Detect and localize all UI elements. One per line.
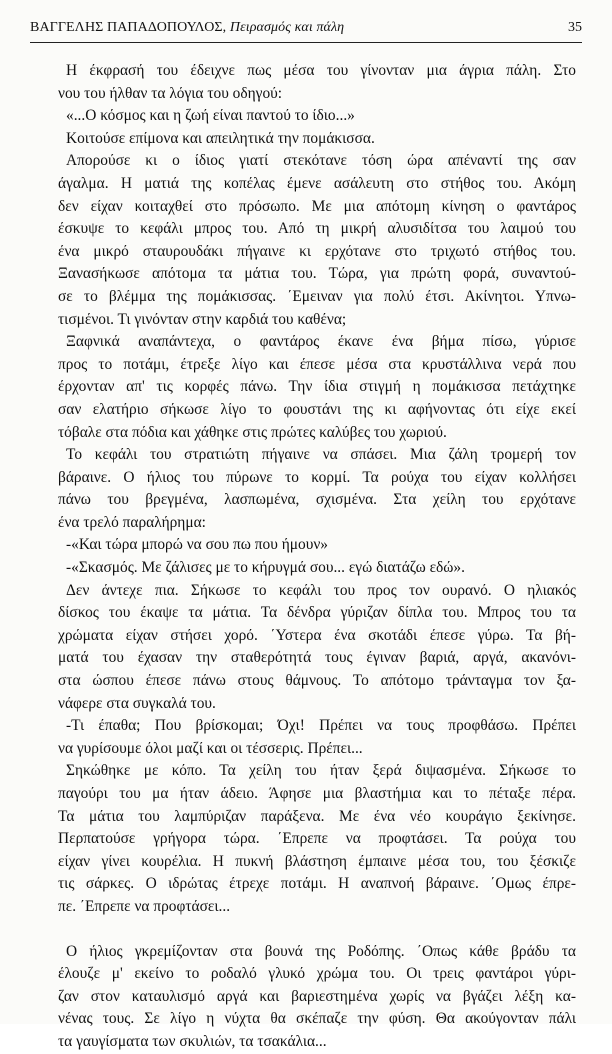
text-line: στα ώσπου έπεσε πάνω στους θάμνους. Το απότομο τράνταγμα τον ξα-	[58, 672, 576, 690]
text-line: Ο ήλιος γκρεμίζονταν στα βουνά της Ροδόπης. ΄Οπως κάθε βράδυ τα	[66, 942, 576, 960]
text-line: -Τι έπαθα; Που βρίσκομαι; Όχι! Πρέπει να τους προφθάσω. Πρέπει	[66, 717, 576, 735]
paragraph	[58, 331, 576, 444]
text-line: Σηκώθηκε με κόπο. Τα χείλη του ήταν ξερά διψασμένα. Σήκωσε το	[66, 762, 576, 780]
text-line: προς το ποτάμι, έτρεξε λίγο και έπεσε μέσα στα κρυστάλλινα νερά που	[58, 355, 576, 373]
body-text	[58, 60, 576, 1054]
text-line: νου του ήλθαν τα λόγια του οδηγού:	[58, 84, 283, 102]
text-line: -«Σκασμός. Με ζάλισες με το κήρυγμά σου... εγώ διατάζω εδώ».	[66, 559, 465, 577]
page-number: 35	[568, 20, 582, 35]
text-line: Περπατούσε γρήγορα τώρα. ΄Επρεπε να προφτάσει. Τα ρούχα του	[58, 830, 576, 848]
text-line: δίσκος του έκαψε τα μάτια. Τα δένδρα γύριζαν δίπλα του. Μπρος του τα	[58, 604, 576, 622]
text-line: νάφερε στα συγκαλά του.	[58, 694, 216, 712]
paragraph	[58, 760, 576, 918]
text-line: είχαν γίνει κουρέλια. Η πυκνή βλάστηση έμπαινε μέσα του, του ξέσκιζε	[58, 852, 576, 870]
paragraph	[58, 128, 576, 151]
paragraph	[58, 941, 576, 1054]
paragraph	[58, 557, 576, 580]
text-line: Ξανασήκωσε απότομα τα μάτια του. Τώρα, για πρώτη φορά, συναντού-	[58, 265, 576, 283]
text-line: ματά του έχασαν την σταθερότητά τους έγιναν βαριά, αργά, ακανόνι-	[58, 649, 576, 667]
text-line: τα γαυγίσματα των σκυλιών, τα τσακάλια...	[58, 1032, 327, 1050]
header-author-title	[30, 20, 344, 36]
text-line: νένας τους. Σε λίγο η νύχτα θα σκέπαζε την φύση. Θα ακούγονταν πάλι	[58, 1010, 576, 1028]
text-line: παγούρι του μα ήταν άδειο. Άφησε μια βλαστήμια και το πέταξε πέρα.	[58, 785, 576, 802]
paragraph	[58, 150, 576, 331]
text-line: πε. ΄Επρεπε να προφτάσει...	[58, 897, 231, 915]
text-line: -«Και τώρα μπορώ να σου πω που ήμουν»	[66, 536, 328, 554]
author-name: ΒΑΓΓΕΛΗΣ ΠΑΠΑΔΟΠΟΥΛΟΣ,	[30, 20, 227, 35]
text-line: Δεν άντεχε πια. Σήκωσε το κεφάλι του προς τον ουρανό. Ο ηλιακός	[66, 581, 576, 599]
text-line: σε το βλέμμα της πομάκισσας. ΄Εμειναν για πολύ έτσι. Ακίνητοι. Υπνω-	[58, 287, 576, 305]
paragraph	[58, 60, 576, 105]
text-line: έσκυψε το κεφάλι μπρος του. Από τη μικρή αλυσιδίτσα του λαιμού του	[58, 220, 576, 238]
text-line: τις σάρκες. Ο ιδρώτας έτρεχε ποτάμι. Η αναπνοή βάραινε. ΄Ομως έπρε-	[58, 875, 576, 893]
paragraph	[58, 715, 576, 760]
text-line: Τα μάτια του λαμπύριζαν παράξενα. Με ένα νέο κουράγιο ξεκίνησε.	[58, 807, 576, 825]
text-line: ένα τρελό παραλήρημα:	[58, 513, 206, 531]
running-header	[30, 16, 582, 43]
text-line: Η έκφρασή του έδειχνε πως μέσα του γίνονταν μια άγρια πάλη. Στο	[66, 62, 576, 79]
text-line: ένα μικρό σταυρουδάκι πήγαινε κι ερχότανε στο τριχωτό στήθος του.	[58, 242, 576, 260]
paragraph	[58, 444, 576, 534]
text-line: ζαν στον καταυλισμό αργά και βαριεστημένα χωρίς να βγάζει λέξη κα-	[58, 987, 576, 1005]
text-line: έλουζε μ' εκείνο το ροδαλό γλυκό χρώμα του. Οι τρεις φαντάροι γύρι-	[58, 965, 576, 983]
text-line: Κοιτούσε επίμονα και απειλητικά την πομάκισσα.	[66, 129, 375, 147]
text-line: δεν είχαν κοιταχθεί στο πρόσωπο. Με μια απότομη κίνηση ο φαντάρος	[58, 197, 576, 215]
text-line: Ξαφνικά αναπάντεχα, ο φαντάρος έκανε ένα βήμα πίσω, γύρισε	[66, 333, 576, 351]
paragraph	[58, 534, 576, 557]
paragraph	[58, 580, 576, 716]
text-line: τόβαλε στα πόδια και χάθηκε στις πρώτες καλύβες του χωριού.	[58, 423, 447, 441]
text-line: σαν ελατήριο σήκωσε λίγο το φουστάνι της κι αφήνοντας ότι είχε εκεί	[58, 400, 576, 418]
text-line: βάραινε. Ο ήλιος του πύρωνε το κορμί. Τα ρούχα του είχαν κολλήσει	[58, 468, 576, 486]
text-line: έρχονταν απ' τις κορφές πάνω. Την ίδια στιγμή η πομάκισσα πετάχτηκε	[58, 378, 576, 396]
text-line: τισμένοι. Τι γινόνταν στην καρδιά του καθένα;	[58, 310, 347, 328]
text-line: πάνω του βρεγμένα, λασπωμένα, σχισμένα. Στα χείλη του ερχότανε	[58, 491, 576, 509]
text-line: Απορούσε κι ο ίδιος γιατί στεκότανε τόση ώρα απέναντί της σαν	[66, 152, 576, 170]
book-title: Πειρασμός και πάλη	[229, 20, 345, 35]
text-line: «...Ο κόσμος και η ζωή είναι παντού το ίδιο...»	[66, 107, 355, 125]
text-line: Το κεφάλι του στρατιώτη πήγαινε να σπάσει. Μια ζάλη τρομερή τον	[66, 446, 576, 464]
text-line: να γυρίσουμε όλοι μαζί και οι τέσσερις. Πρέπει...	[58, 739, 363, 757]
paragraph	[58, 105, 576, 128]
text-line: άγαλμα. Η ματιά της κοπέλας έμενε ασάλευτη στο στήθος του. Ακόμη	[58, 174, 576, 192]
text-line: χρώματα είχαν στήσει χορό. ΄Υστερα ένα σκοτάδι έπεσε γύρω. Τα βή-	[58, 626, 576, 644]
